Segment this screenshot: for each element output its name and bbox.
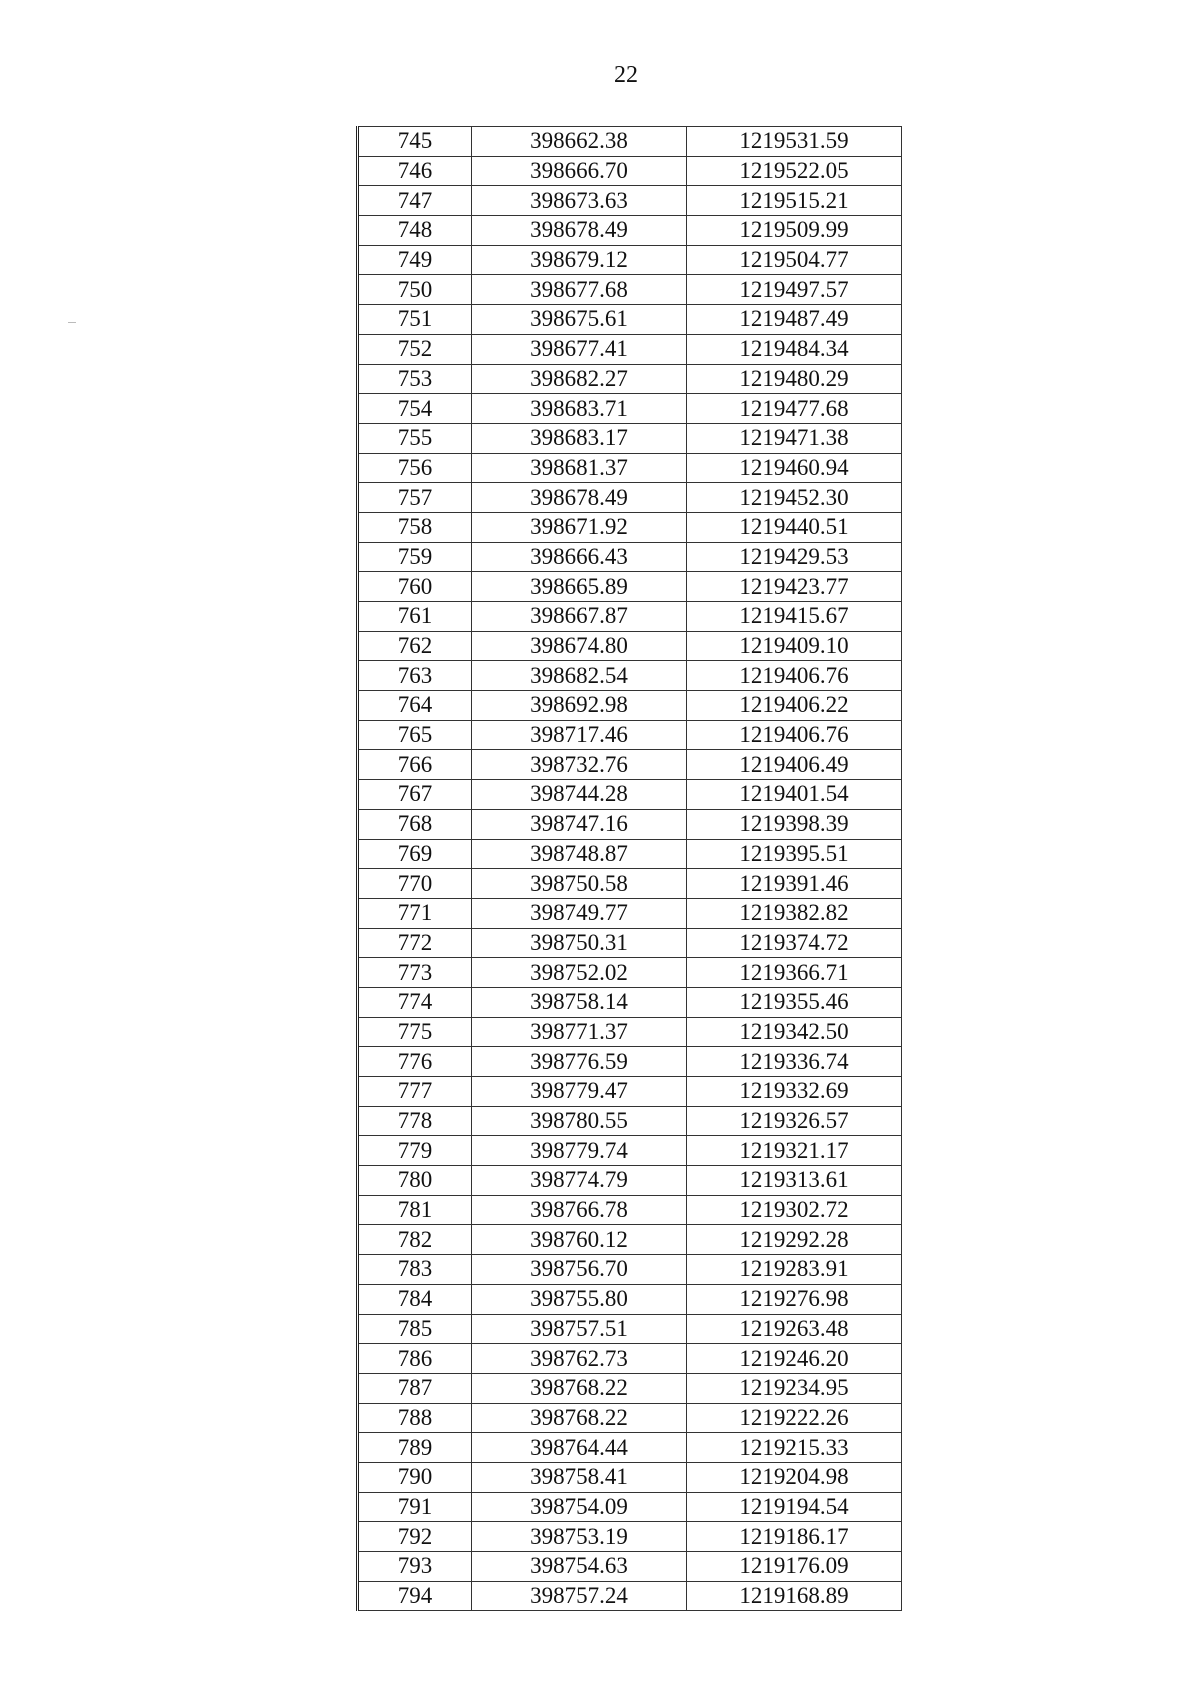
table-row [358, 958, 902, 988]
y-coordinate-cell: 1219263.48 [687, 1314, 902, 1344]
table-row [358, 483, 902, 513]
x-coordinate-cell: 398678.49 [472, 483, 687, 513]
scan-speck [68, 322, 76, 323]
y-coordinate-cell: 1219215.33 [687, 1433, 902, 1463]
page-number: 22 [614, 62, 638, 88]
x-coordinate-cell: 398760.12 [472, 1225, 687, 1255]
y-coordinate-cell: 1219477.68 [687, 394, 902, 424]
y-coordinate-cell: 1219391.46 [687, 869, 902, 899]
y-coordinate-cell: 1219336.74 [687, 1047, 902, 1077]
y-coordinate-cell: 1219515.21 [687, 186, 902, 216]
point-number-cell: 777 [358, 1077, 472, 1107]
x-coordinate-cell: 398682.54 [472, 661, 687, 691]
x-coordinate-cell: 398748.87 [472, 839, 687, 869]
x-coordinate-cell: 398675.61 [472, 305, 687, 335]
table-row [358, 1047, 902, 1077]
x-coordinate-cell: 398744.28 [472, 780, 687, 810]
y-coordinate-cell: 1219382.82 [687, 898, 902, 928]
point-number-cell: 755 [358, 423, 472, 453]
point-number-cell: 760 [358, 572, 472, 602]
table-row [358, 631, 902, 661]
point-number-cell: 781 [358, 1195, 472, 1225]
point-number-cell: 753 [358, 364, 472, 394]
y-coordinate-cell: 1219440.51 [687, 512, 902, 542]
point-number-cell: 785 [358, 1314, 472, 1344]
x-coordinate-cell: 398755.80 [472, 1284, 687, 1314]
y-coordinate-cell: 1219452.30 [687, 483, 902, 513]
table-row [358, 1106, 902, 1136]
point-number-cell: 765 [358, 720, 472, 750]
y-coordinate-cell: 1219415.67 [687, 602, 902, 632]
table-row [358, 1462, 902, 1492]
x-coordinate-cell: 398666.70 [472, 156, 687, 186]
point-number-cell: 750 [358, 275, 472, 305]
y-coordinate-cell: 1219176.09 [687, 1552, 902, 1582]
point-number-cell: 749 [358, 245, 472, 275]
point-number-cell: 747 [358, 186, 472, 216]
table-row [358, 1136, 902, 1166]
point-number-cell: 791 [358, 1492, 472, 1522]
point-number-cell: 764 [358, 691, 472, 721]
x-coordinate-cell: 398779.47 [472, 1077, 687, 1107]
x-coordinate-cell: 398758.14 [472, 987, 687, 1017]
table-row [358, 987, 902, 1017]
table-row [358, 305, 902, 335]
table-row [358, 1255, 902, 1285]
point-number-cell: 786 [358, 1344, 472, 1374]
table-row [358, 809, 902, 839]
x-coordinate-cell: 398768.22 [472, 1373, 687, 1403]
coordinates-table [356, 126, 902, 1611]
x-coordinate-cell: 398673.63 [472, 186, 687, 216]
y-coordinate-cell: 1219406.76 [687, 720, 902, 750]
y-coordinate-cell: 1219276.98 [687, 1284, 902, 1314]
table-row [358, 839, 902, 869]
table-row [358, 127, 902, 157]
y-coordinate-cell: 1219168.89 [687, 1581, 902, 1611]
table-row [358, 542, 902, 572]
table-row [358, 1017, 902, 1047]
x-coordinate-cell: 398681.37 [472, 453, 687, 483]
x-coordinate-cell: 398771.37 [472, 1017, 687, 1047]
table-row [358, 1552, 902, 1582]
table-row [358, 1373, 902, 1403]
y-coordinate-cell: 1219471.38 [687, 423, 902, 453]
point-number-cell: 757 [358, 483, 472, 513]
y-coordinate-cell: 1219326.57 [687, 1106, 902, 1136]
point-number-cell: 769 [358, 839, 472, 869]
x-coordinate-cell: 398662.38 [472, 127, 687, 157]
y-coordinate-cell: 1219395.51 [687, 839, 902, 869]
table-row [358, 453, 902, 483]
y-coordinate-cell: 1219409.10 [687, 631, 902, 661]
table-row [358, 512, 902, 542]
point-number-cell: 746 [358, 156, 472, 186]
x-coordinate-cell: 398762.73 [472, 1344, 687, 1374]
point-number-cell: 788 [358, 1403, 472, 1433]
y-coordinate-cell: 1219531.59 [687, 127, 902, 157]
x-coordinate-cell: 398747.16 [472, 809, 687, 839]
x-coordinate-cell: 398750.58 [472, 869, 687, 899]
y-coordinate-cell: 1219522.05 [687, 156, 902, 186]
point-number-cell: 778 [358, 1106, 472, 1136]
x-coordinate-cell: 398717.46 [472, 720, 687, 750]
y-coordinate-cell: 1219222.26 [687, 1403, 902, 1433]
x-coordinate-cell: 398757.51 [472, 1314, 687, 1344]
y-coordinate-cell: 1219401.54 [687, 780, 902, 810]
table-row [358, 661, 902, 691]
table-row [358, 216, 902, 246]
y-coordinate-cell: 1219406.76 [687, 661, 902, 691]
y-coordinate-cell: 1219246.20 [687, 1344, 902, 1374]
point-number-cell: 756 [358, 453, 472, 483]
y-coordinate-cell: 1219332.69 [687, 1077, 902, 1107]
x-coordinate-cell: 398674.80 [472, 631, 687, 661]
x-coordinate-cell: 398678.49 [472, 216, 687, 246]
x-coordinate-cell: 398774.79 [472, 1166, 687, 1196]
y-coordinate-cell: 1219321.17 [687, 1136, 902, 1166]
point-number-cell: 762 [358, 631, 472, 661]
point-number-cell: 790 [358, 1462, 472, 1492]
x-coordinate-cell: 398756.70 [472, 1255, 687, 1285]
coordinates-table-body [358, 127, 902, 1611]
x-coordinate-cell: 398754.09 [472, 1492, 687, 1522]
table-row [358, 1492, 902, 1522]
point-number-cell: 767 [358, 780, 472, 810]
x-coordinate-cell: 398683.71 [472, 394, 687, 424]
y-coordinate-cell: 1219342.50 [687, 1017, 902, 1047]
table-row [358, 156, 902, 186]
point-number-cell: 748 [358, 216, 472, 246]
y-coordinate-cell: 1219355.46 [687, 987, 902, 1017]
x-coordinate-cell: 398753.19 [472, 1522, 687, 1552]
table-row [358, 898, 902, 928]
x-coordinate-cell: 398750.31 [472, 928, 687, 958]
x-coordinate-cell: 398768.22 [472, 1403, 687, 1433]
x-coordinate-cell: 398679.12 [472, 245, 687, 275]
table-row [358, 1433, 902, 1463]
point-number-cell: 751 [358, 305, 472, 335]
y-coordinate-cell: 1219480.29 [687, 364, 902, 394]
x-coordinate-cell: 398683.17 [472, 423, 687, 453]
table-row [358, 1344, 902, 1374]
table-row [358, 720, 902, 750]
x-coordinate-cell: 398665.89 [472, 572, 687, 602]
y-coordinate-cell: 1219487.49 [687, 305, 902, 335]
point-number-cell: 787 [358, 1373, 472, 1403]
x-coordinate-cell: 398667.87 [472, 602, 687, 632]
y-coordinate-cell: 1219302.72 [687, 1195, 902, 1225]
point-number-cell: 758 [358, 512, 472, 542]
table-row [358, 1403, 902, 1433]
table-row [358, 691, 902, 721]
table-row [358, 1314, 902, 1344]
point-number-cell: 784 [358, 1284, 472, 1314]
x-coordinate-cell: 398749.77 [472, 898, 687, 928]
x-coordinate-cell: 398757.24 [472, 1581, 687, 1611]
x-coordinate-cell: 398754.63 [472, 1552, 687, 1582]
x-coordinate-cell: 398752.02 [472, 958, 687, 988]
x-coordinate-cell: 398671.92 [472, 512, 687, 542]
point-number-cell: 789 [358, 1433, 472, 1463]
point-number-cell: 759 [358, 542, 472, 572]
x-coordinate-cell: 398758.41 [472, 1462, 687, 1492]
point-number-cell: 794 [358, 1581, 472, 1611]
table-row [358, 750, 902, 780]
point-number-cell: 780 [358, 1166, 472, 1196]
point-number-cell: 776 [358, 1047, 472, 1077]
table-row [358, 1077, 902, 1107]
table-row [358, 275, 902, 305]
y-coordinate-cell: 1219423.77 [687, 572, 902, 602]
table-row [358, 602, 902, 632]
y-coordinate-cell: 1219313.61 [687, 1166, 902, 1196]
table-row [358, 928, 902, 958]
y-coordinate-cell: 1219429.53 [687, 542, 902, 572]
table-row [358, 869, 902, 899]
y-coordinate-cell: 1219283.91 [687, 1255, 902, 1285]
x-coordinate-cell: 398682.27 [472, 364, 687, 394]
point-number-cell: 745 [358, 127, 472, 157]
y-coordinate-cell: 1219406.49 [687, 750, 902, 780]
y-coordinate-cell: 1219204.98 [687, 1462, 902, 1492]
table-row [358, 186, 902, 216]
y-coordinate-cell: 1219194.54 [687, 1492, 902, 1522]
point-number-cell: 752 [358, 334, 472, 364]
y-coordinate-cell: 1219292.28 [687, 1225, 902, 1255]
table-row [358, 423, 902, 453]
x-coordinate-cell: 398666.43 [472, 542, 687, 572]
x-coordinate-cell: 398677.68 [472, 275, 687, 305]
x-coordinate-cell: 398779.74 [472, 1136, 687, 1166]
point-number-cell: 766 [358, 750, 472, 780]
point-number-cell: 763 [358, 661, 472, 691]
y-coordinate-cell: 1219484.34 [687, 334, 902, 364]
y-coordinate-cell: 1219406.22 [687, 691, 902, 721]
table-row [358, 572, 902, 602]
x-coordinate-cell: 398732.76 [472, 750, 687, 780]
table-row [358, 780, 902, 810]
point-number-cell: 793 [358, 1552, 472, 1582]
x-coordinate-cell: 398764.44 [472, 1433, 687, 1463]
x-coordinate-cell: 398692.98 [472, 691, 687, 721]
table-row [358, 1284, 902, 1314]
table-row [358, 1225, 902, 1255]
table-row [358, 394, 902, 424]
point-number-cell: 775 [358, 1017, 472, 1047]
point-number-cell: 783 [358, 1255, 472, 1285]
x-coordinate-cell: 398677.41 [472, 334, 687, 364]
y-coordinate-cell: 1219497.57 [687, 275, 902, 305]
table-row [358, 1522, 902, 1552]
point-number-cell: 768 [358, 809, 472, 839]
table-row [358, 334, 902, 364]
point-number-cell: 754 [358, 394, 472, 424]
point-number-cell: 779 [358, 1136, 472, 1166]
point-number-cell: 782 [358, 1225, 472, 1255]
point-number-cell: 771 [358, 898, 472, 928]
table-row [358, 1195, 902, 1225]
point-number-cell: 774 [358, 987, 472, 1017]
y-coordinate-cell: 1219234.95 [687, 1373, 902, 1403]
x-coordinate-cell: 398766.78 [472, 1195, 687, 1225]
point-number-cell: 773 [358, 958, 472, 988]
table-row [358, 1581, 902, 1611]
y-coordinate-cell: 1219366.71 [687, 958, 902, 988]
point-number-cell: 761 [358, 602, 472, 632]
point-number-cell: 770 [358, 869, 472, 899]
x-coordinate-cell: 398776.59 [472, 1047, 687, 1077]
y-coordinate-cell: 1219460.94 [687, 453, 902, 483]
y-coordinate-cell: 1219504.77 [687, 245, 902, 275]
table-row [358, 364, 902, 394]
point-number-cell: 792 [358, 1522, 472, 1552]
table-row [358, 245, 902, 275]
y-coordinate-cell: 1219186.17 [687, 1522, 902, 1552]
y-coordinate-cell: 1219398.39 [687, 809, 902, 839]
x-coordinate-cell: 398780.55 [472, 1106, 687, 1136]
y-coordinate-cell: 1219374.72 [687, 928, 902, 958]
point-number-cell: 772 [358, 928, 472, 958]
y-coordinate-cell: 1219509.99 [687, 216, 902, 246]
table-row [358, 1166, 902, 1196]
